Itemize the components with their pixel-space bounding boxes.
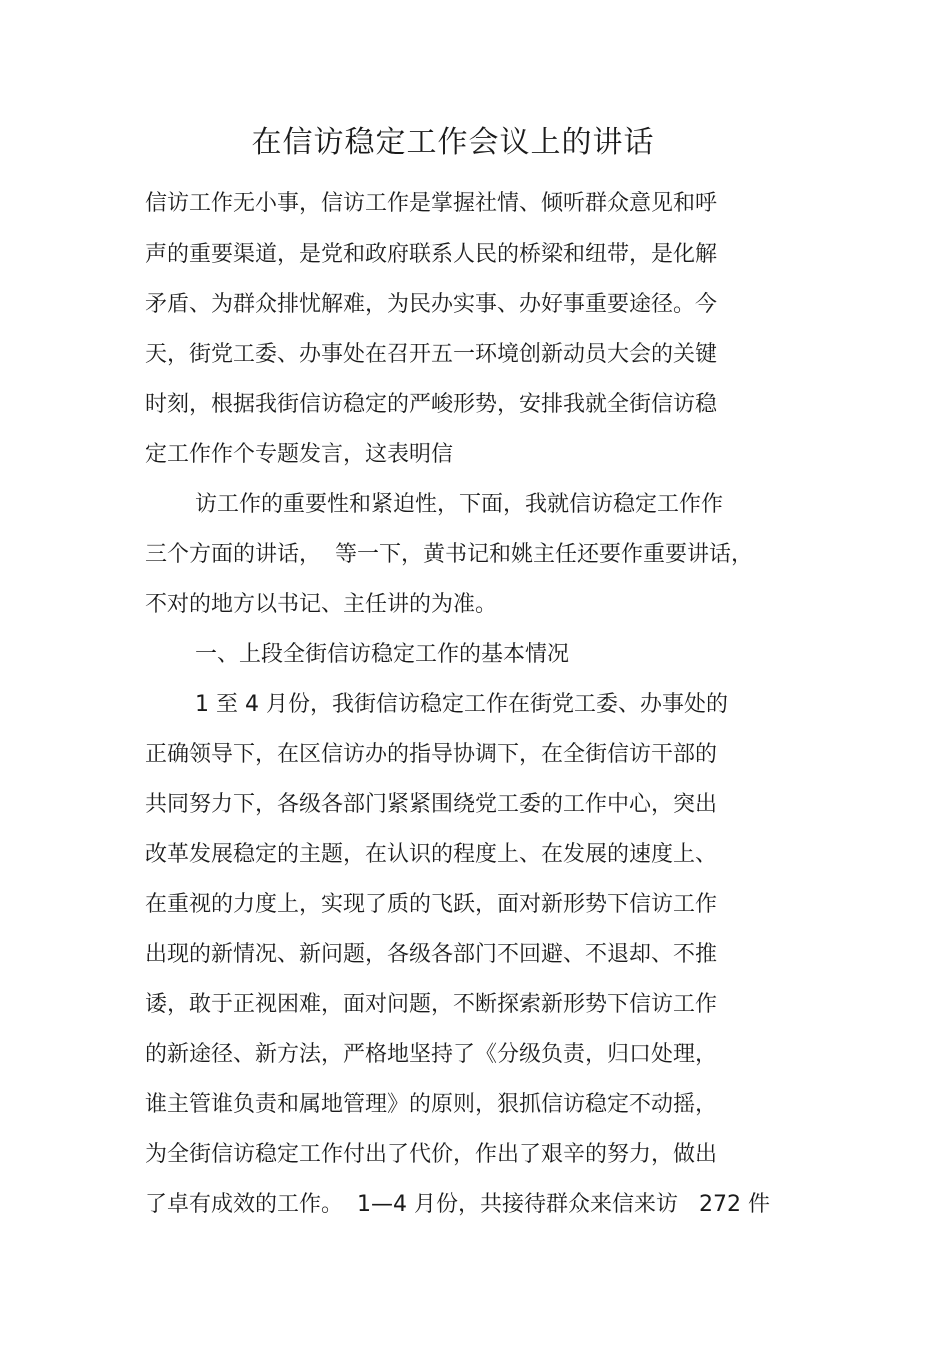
paragraph-line: 声的重要渠道，是党和政府联系人民的桥梁和纽带，是化解 — [145, 242, 718, 267]
paragraph-line: 出现的新情况、新问题，各级各部门不回避、不退却、不推 — [145, 942, 718, 967]
paragraph-line: 谁主管谁负责和属地管理》的原则，狠抓信访稳定不动摇， — [145, 1092, 718, 1117]
paragraph-line: 信访工作无小事，信访工作是掌握社情、倾听群众意见和呼 — [145, 191, 718, 216]
paragraph-line: 了卓有成效的工作。 1—4 月份，共接待群众来信来访 272 件 — [145, 1192, 770, 1217]
paragraph-line: 天，街党工委、办事处在召开五一环境创新动员大会的关键 — [145, 342, 718, 367]
paragraph-line: 在重视的力度上，实现了质的飞跃，面对新形势下信访工作 — [145, 892, 718, 917]
paragraph-line: 1 至 4 月份，我街信访稳定工作在街党工委、办事处的 — [195, 692, 728, 717]
paragraph-line: 正确领导下，在区信访办的指导协调下，在全街信访干部的 — [145, 742, 718, 767]
paragraph-line: 的新途径、新方法，严格地坚持了《分级负责，归口处理， — [145, 1042, 718, 1067]
paragraph-line: 定工作作个专题发言，这表明信 — [145, 442, 454, 467]
paragraph-line: 访工作的重要性和紧迫性，下面，我就信访稳定工作作 — [195, 492, 724, 517]
paragraph-line: 不对的地方以书记、主任讲的为准。 — [145, 592, 498, 617]
paragraph-line: 三个方面的讲话， 等一下，黄书记和姚主任还要作重要讲话， — [145, 542, 753, 567]
paragraph-line: 改革发展稳定的主题，在认识的程度上、在发展的速度上、 — [145, 842, 718, 867]
section-heading: 一、上段全街信访稳定工作的基本情况 — [195, 642, 570, 667]
paragraph-line: 诿，敢于正视困难，面对问题，不断探索新形势下信访工作 — [145, 992, 718, 1017]
paragraph-line: 时刻，根据我街信访稳定的严峻形势，安排我就全街信访稳 — [145, 392, 718, 417]
paragraph-line: 为全街信访稳定工作付出了代价，作出了艰辛的努力，做出 — [145, 1142, 718, 1167]
paragraph-line: 共同努力下，各级各部门紧紧围绕党工委的工作中心，突出 — [145, 792, 718, 817]
paragraph-line: 矛盾、为群众排忧解难，为民办实事、办好事重要途径。今 — [145, 292, 718, 317]
document-title: 在信访稳定工作会议上的讲话 — [251, 125, 655, 160]
